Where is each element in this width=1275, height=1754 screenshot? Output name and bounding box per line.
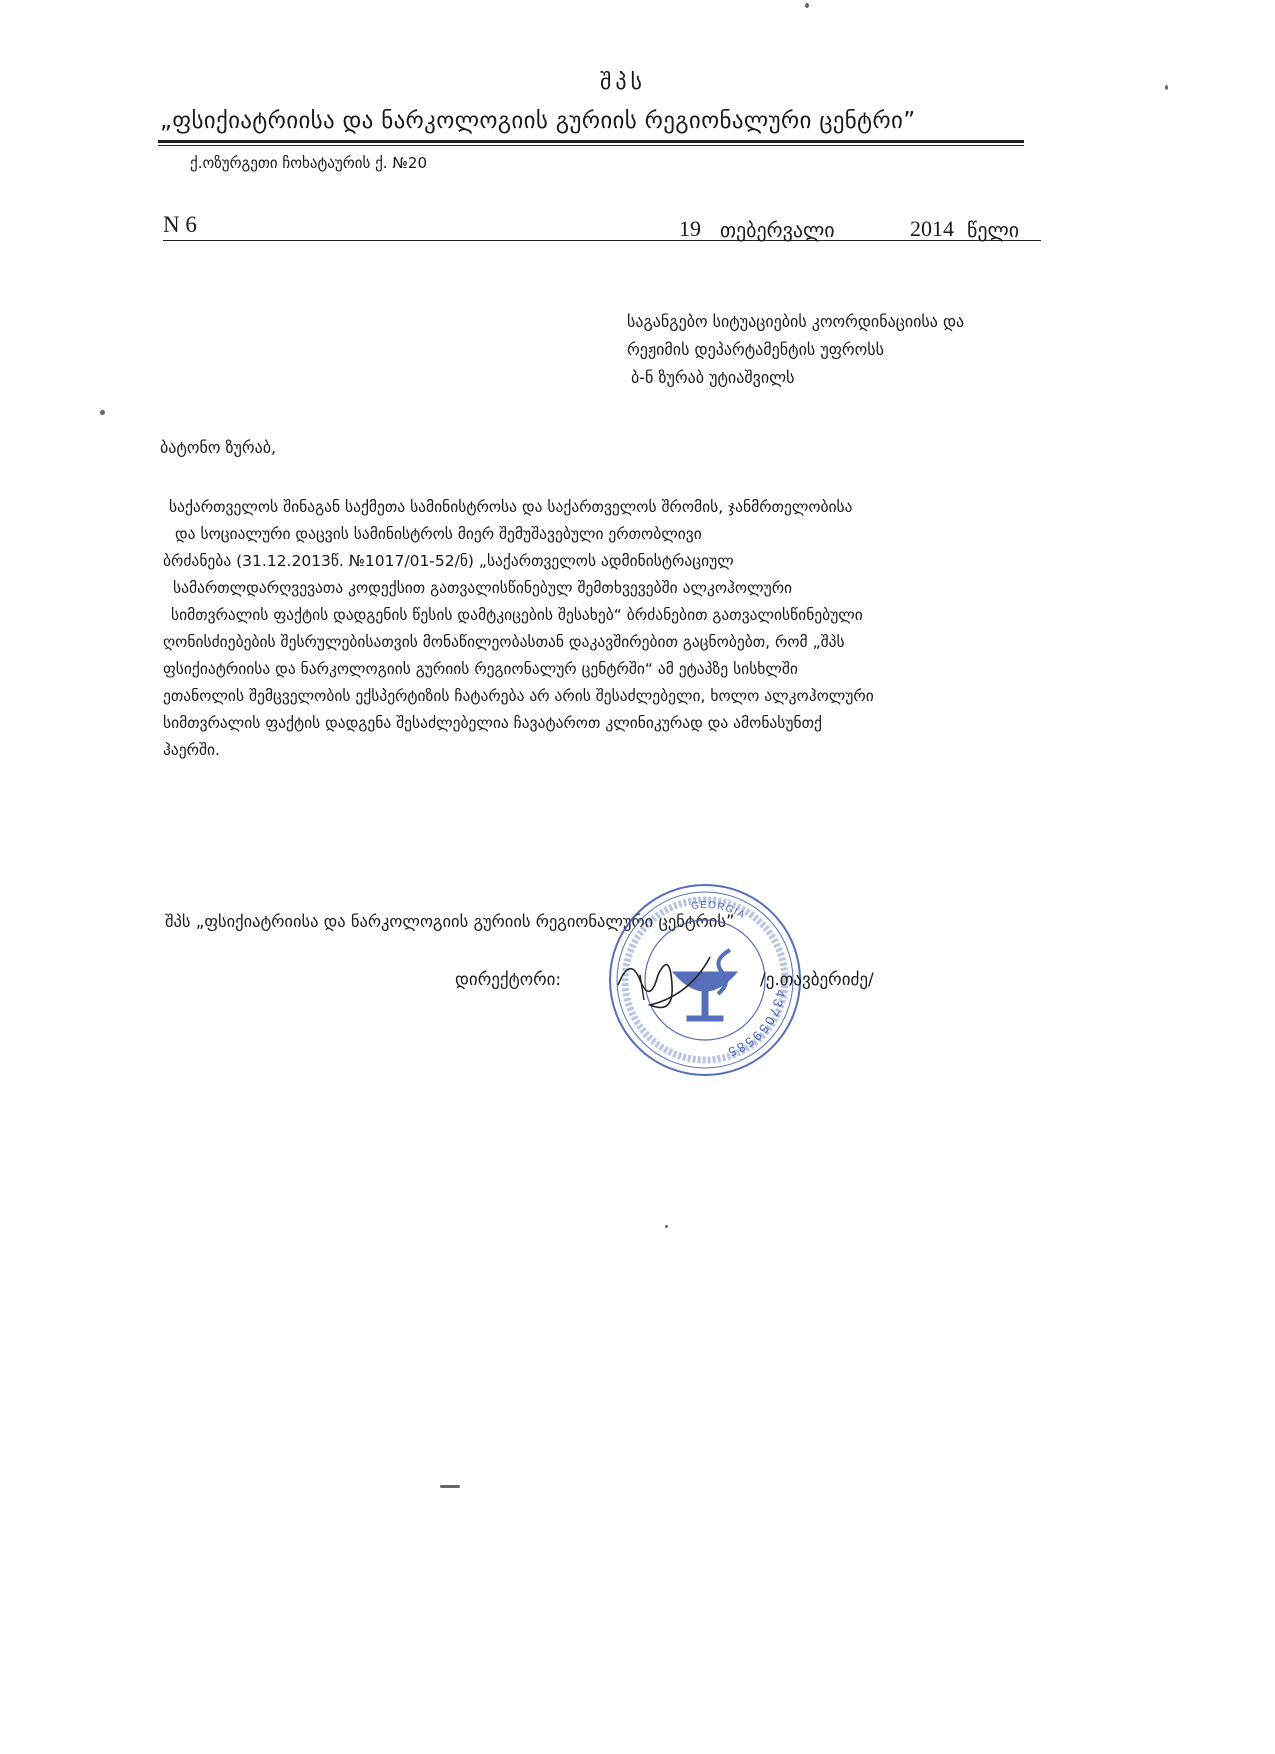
svg-text:437059585	[724, 988, 788, 1060]
body-line: სამართლდარღვევათა კოდექსით გათვალისწინებულ შემთხვევებში ალკოჰოლური	[173, 579, 793, 597]
letterhead-divider	[158, 140, 1024, 143]
body-line: ჰაერში.	[163, 741, 220, 759]
document-number: N 6	[163, 212, 197, 237]
date-month: თებერვალი	[720, 218, 835, 242]
date-year: 2014	[910, 216, 954, 241]
addressee-line: ბ-ნ ზურაბ უტიაშვილს	[631, 368, 795, 387]
handwritten-signature	[610, 945, 720, 1020]
body-line: ფსიქიატრიისა და ნარკოლოგიის გურიის რეგიონალურ ცენტრში“ ამ ეტაპზე სისხლში	[163, 660, 798, 678]
scan-speck	[440, 1485, 460, 1488]
signatory-title: დირექტორი:	[455, 970, 562, 990]
stamp-number: 437059585	[724, 988, 789, 1061]
signature-organization: შპს „ფსიქიატრიისა და ნარკოლოგიის გურიის რეგიონალური ცენტრის”	[165, 912, 735, 931]
body-line: სიმთვრალის ფაქტის დადგენა შესაძლებელია ჩავატაროთ კლინიკურად და ამონასუნთქ	[163, 714, 822, 732]
letter-body	[163, 494, 1103, 764]
letterhead-divider-thin	[158, 145, 1024, 146]
body-line: სიმთვრალის ფაქტის დადგენის წესის დამტკიცების შესახებ“ ბრძანებით გათვალისწინებული	[171, 606, 863, 624]
scan-speck	[805, 3, 809, 8]
body-line: ბრძანება (31.12.2013წ. №1017/01-52/ნ) „საქართველოს ადმინისტრაციულ	[163, 552, 734, 570]
addressee-line: საგანგებო სიტუაციების კოორდინაციისა და	[627, 312, 965, 331]
body-line: ეთანოლის შემცველობის ექსპერტიზის ჩატარება არ არის შესაძლებელი, ხოლო ალკოჰოლური	[163, 687, 874, 705]
signatory-name: /ე.თავბერიძე/	[760, 970, 874, 990]
body-line: და სოციალური დაცვის სამინისტროს მიერ შემუშავებული ერთობლივი	[175, 525, 702, 543]
organization-address: ქ.ოზურგეთი ჩოხატაურის ქ. №20	[190, 154, 427, 172]
date-day: 19	[679, 216, 701, 241]
scan-speck	[100, 410, 105, 415]
addressee-block	[627, 308, 964, 392]
body-line: ღონისძიებების შესრულებისათვის მონაწილეობასთან დაკავშირებით გაცნობებთ, რომ „შპს	[163, 633, 845, 651]
organization-abbreviation: შპს	[600, 70, 647, 95]
stamp-country: GEORGIA	[690, 899, 748, 922]
addressee-line: რეჟიმის დეპარტამენტის უფროსს	[627, 340, 884, 359]
body-line: საქართველოს შინაგან საქმეთა სამინისტროსა და საქართველოს შრომის, ჯანმრთელობისა	[169, 498, 853, 516]
salutation: ბატონო ზურაბ,	[160, 438, 277, 457]
organization-name: „ფსიქიატრიისა და ნარკოლოგიის გურიის რეგიონალური ცენტრი”	[160, 108, 916, 134]
scan-speck	[665, 1225, 668, 1228]
scan-speck	[1165, 85, 1168, 90]
date-suffix: წელი	[967, 218, 1020, 242]
